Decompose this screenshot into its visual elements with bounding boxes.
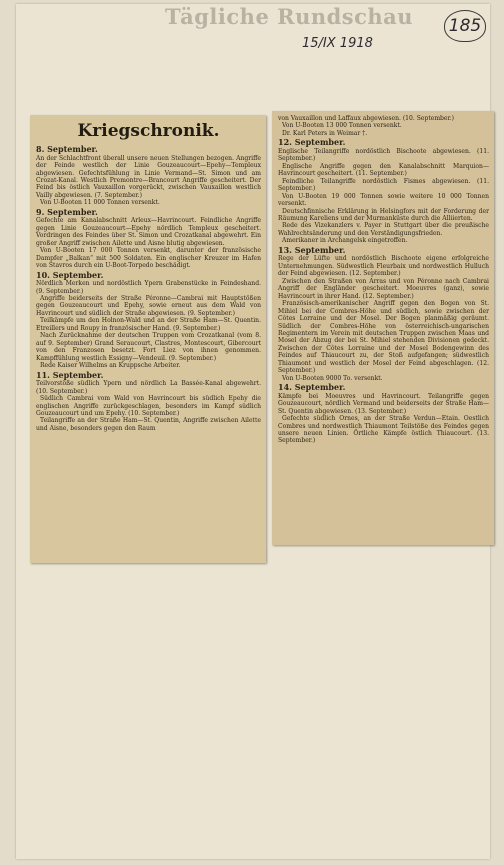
chronicle-entry: Kämpfe bei Moeuvres und Havrincourt. Teilangriffe gegen Gouzeaucourt, nördlich Vermand und beiderseits der Straße Ham—St. Quentin abgewiesen. (13. September.) xyxy=(278,392,489,415)
handwritten-date: 15/IX 1918 xyxy=(302,36,373,51)
chronicle-entry: Englische Angriffe gegen den Kanalabschnitt Marquion—Havrincourt gescheitert. (11. September.) xyxy=(278,162,489,178)
chronicle-entry: Teilkämpfe um den Holnon-Wald und an der Straße Ham—St. Quentin. Etreillers und Roupy in französischer Hand. (9. September.) xyxy=(36,317,261,332)
clipping-right-body xyxy=(272,111,494,445)
chronicle-entry: Von U-Booten 9000 To. versenkt. xyxy=(282,374,383,382)
section-heading: 12. September. xyxy=(278,137,346,148)
newspaper-masthead: Tägliche Rundschau xyxy=(165,4,414,29)
chronicle-entry: Angriffe beiderseits der Straße Péronne—Cambrai mit Hauptstößen gegen Gouzeaucourt und Epehy, sowie erneut aus dem Wald von Havrincourt und südlich der Straße abgewiesen. (9. September.) xyxy=(36,295,261,317)
chronicle-entry: Dr. Karl Peters in Weimar †. xyxy=(282,129,368,137)
chronicle-entry: Englische Teilangriffe nordöstlich Bischoote abgewiesen. (11. September.) xyxy=(278,147,489,163)
chronicle-entry: Von U-Booten 17 000 Tonnen versenkt, darunter der französische Dampfer „Balkan“ mit 500 Soldaten. Ein englischer Kreuzer im Hafen von Stavros durch ein U-Boot-Torpedo beschädigt. xyxy=(36,247,261,270)
clipping-left-body xyxy=(30,115,266,432)
chronicle-entry: Gefechte südlich Ornes, an der Straße Verdun—Etain. Oestlich Combres und nordwestlich Thiaumont Teilstöße des Feindes gegen unsere neuen Linien. Örtliche Kämpfe östlich Thiaucourt. (13. September.) xyxy=(278,415,489,445)
chronicle-entry: Zwischen den Straßen von Arras und von Péronne nach Cambrai Angriff der Engländer gescheitert. Moeuvres (ganz), sowie Havrincourt in ihrer Hand. (12. September.) xyxy=(278,277,489,300)
chronicle-entry: Rede Kaiser Wilhelms an Kruppsche Arbeiter. xyxy=(40,362,181,370)
section-heading: 11. September. xyxy=(36,369,104,380)
clipping-right xyxy=(272,111,494,545)
chronicle-entry: Französisch-amerikanischer Angriff gegen den Bogen von St. Mihiel bei der Combres-Höhe und südlich, sowie zwischen der Côtes Lorraine und der Mosel. Der Bogen planmäßig geräumt. Südlich der Combres-Höhe von österreichisch-ungarischen Regimentern im Verein mit deutschen Truppen zwischen Maas und Mosel der Abzug der bei St. Mihiel stehenden Divisionen gedeckt. Zwischen der Côtes Lorraine und der Mosel Bodengewinn des Feindes auf Thiaucourt zu, der Stoß aufgefangen; südwestlich Thiaumont und westlich der Mosel der Feind abgeschlagen. (12. September.) xyxy=(278,300,489,375)
chronicle-entry: Rede des Vizekanzlers v. Payer in Stuttgart über die preußische Wahlrechtsänderung und den Verständigungsfrieden. xyxy=(278,222,489,237)
chronicle-entry: Amerikaner in Archangelsk eingetroffen. xyxy=(282,237,408,245)
chronicle-entry: Von U-Booten 11 000 Tonnen versenkt. xyxy=(40,199,160,207)
chronicle-entry: Deutschfinnische Erklärung in Helsingfors mit der Forderung der Räumung Kareliens und der Murmanküste durch die Alliierten. xyxy=(278,207,489,223)
chronicle-entry: Feindliche Teilangriffe nordöstlich Fismes abgewiesen. (11. September.) xyxy=(278,177,489,193)
section-heading: 13. September. xyxy=(278,244,346,255)
chronicle-entry: Rege der Lüfte und nordöstlich Bischoote eigene erfolgreiche Unternehmungen. Südwestlich Fleurbaix und nordwestlich Hulluch der Feind abgewiesen. (12. September.) xyxy=(278,255,489,278)
chronicle-entry: Von U-Booten 13 000 Tonnen versenkt. xyxy=(282,122,402,130)
chronicle-entry: Teilangriffe an der Straße Ham—St. Quentin, Angriffe zwischen Ailette und Aisne, besonders gegen den Raum xyxy=(36,417,261,432)
page-number-stamp: 185 xyxy=(444,10,486,42)
chronicle-entry: Gefechte am Kanalabschnitt Arleux—Havrincourt. Feindliche Angriffe gegen Linie Gouzeaucourt—Epehy nördlich Templeux gescheitert. Vordringen des Feindes über St. Simon und Crozatkanal abgewehrt. Ein großer Angriff zwischen Ailette und Aisne blutig abgewiesen. xyxy=(36,217,261,247)
clipping-left xyxy=(30,115,266,563)
section-heading: 9. September. xyxy=(36,206,98,217)
section-heading: 10. September. xyxy=(36,269,104,280)
section-heading: 14. September. xyxy=(278,382,346,393)
chronicle-entry: Teilvorstöße südlich Ypern und nördlich La Bassée-Kanal abgewehrt. (10. September.) xyxy=(36,380,261,395)
chronicle-entry: An der Schlachtfront überall unsere neuen Stellungen bezogen. Angriffe der Feinde westlich der Linie Gouzeaucourt—Epehy—Templeux abgewiesen. Gefechtsfühlung in Linie Vermand—St. Simon und am Crozat-Kanal. Westlich Premontre—Brancourt Angriffe gescheitert. Der Feind bis östlich Vauxaillon vorgerückt, zwischen Vauxaillon westlich Vailly abgewiesen. (7. September.) xyxy=(36,154,261,199)
section-heading: 8. September. xyxy=(36,144,98,154)
chronicle-entry: Nach Zurücknahme der deutschen Truppen vom Crozatkanal (vom 8. auf 9. September) Grand Seraucourt, Clastres, Montescourt, Gibercourt von den Franzosen besetzt. Fort Liez von ihnen genommen. Kampffühlung westlich Essigny—Vendeuil. (9. September.) xyxy=(36,332,261,362)
chronicle-entry: Nördlich Merken und nordöstlich Ypern Grabenstücke in Feindeshand. (9. September.) xyxy=(36,280,261,295)
chronicle-entry: Südlich Cambrai vom Wald von Havrincourt bis südlich Epehy die englischen Angriffe zurückgeschlagen, besonders im Kampf südlich Gouzeaucourt und um Epehy. (10. September.) xyxy=(36,395,261,417)
chronicle-entry: Von U-Booten 19 000 Tonnen sowie weitere 10 000 Tonnen versenkt. xyxy=(278,192,489,208)
chronicle-title: Kriegschronik. xyxy=(77,121,220,141)
chronicle-entry: von Vauxaillon und Laffaux abgewiesen. (10. September.) xyxy=(278,115,455,122)
